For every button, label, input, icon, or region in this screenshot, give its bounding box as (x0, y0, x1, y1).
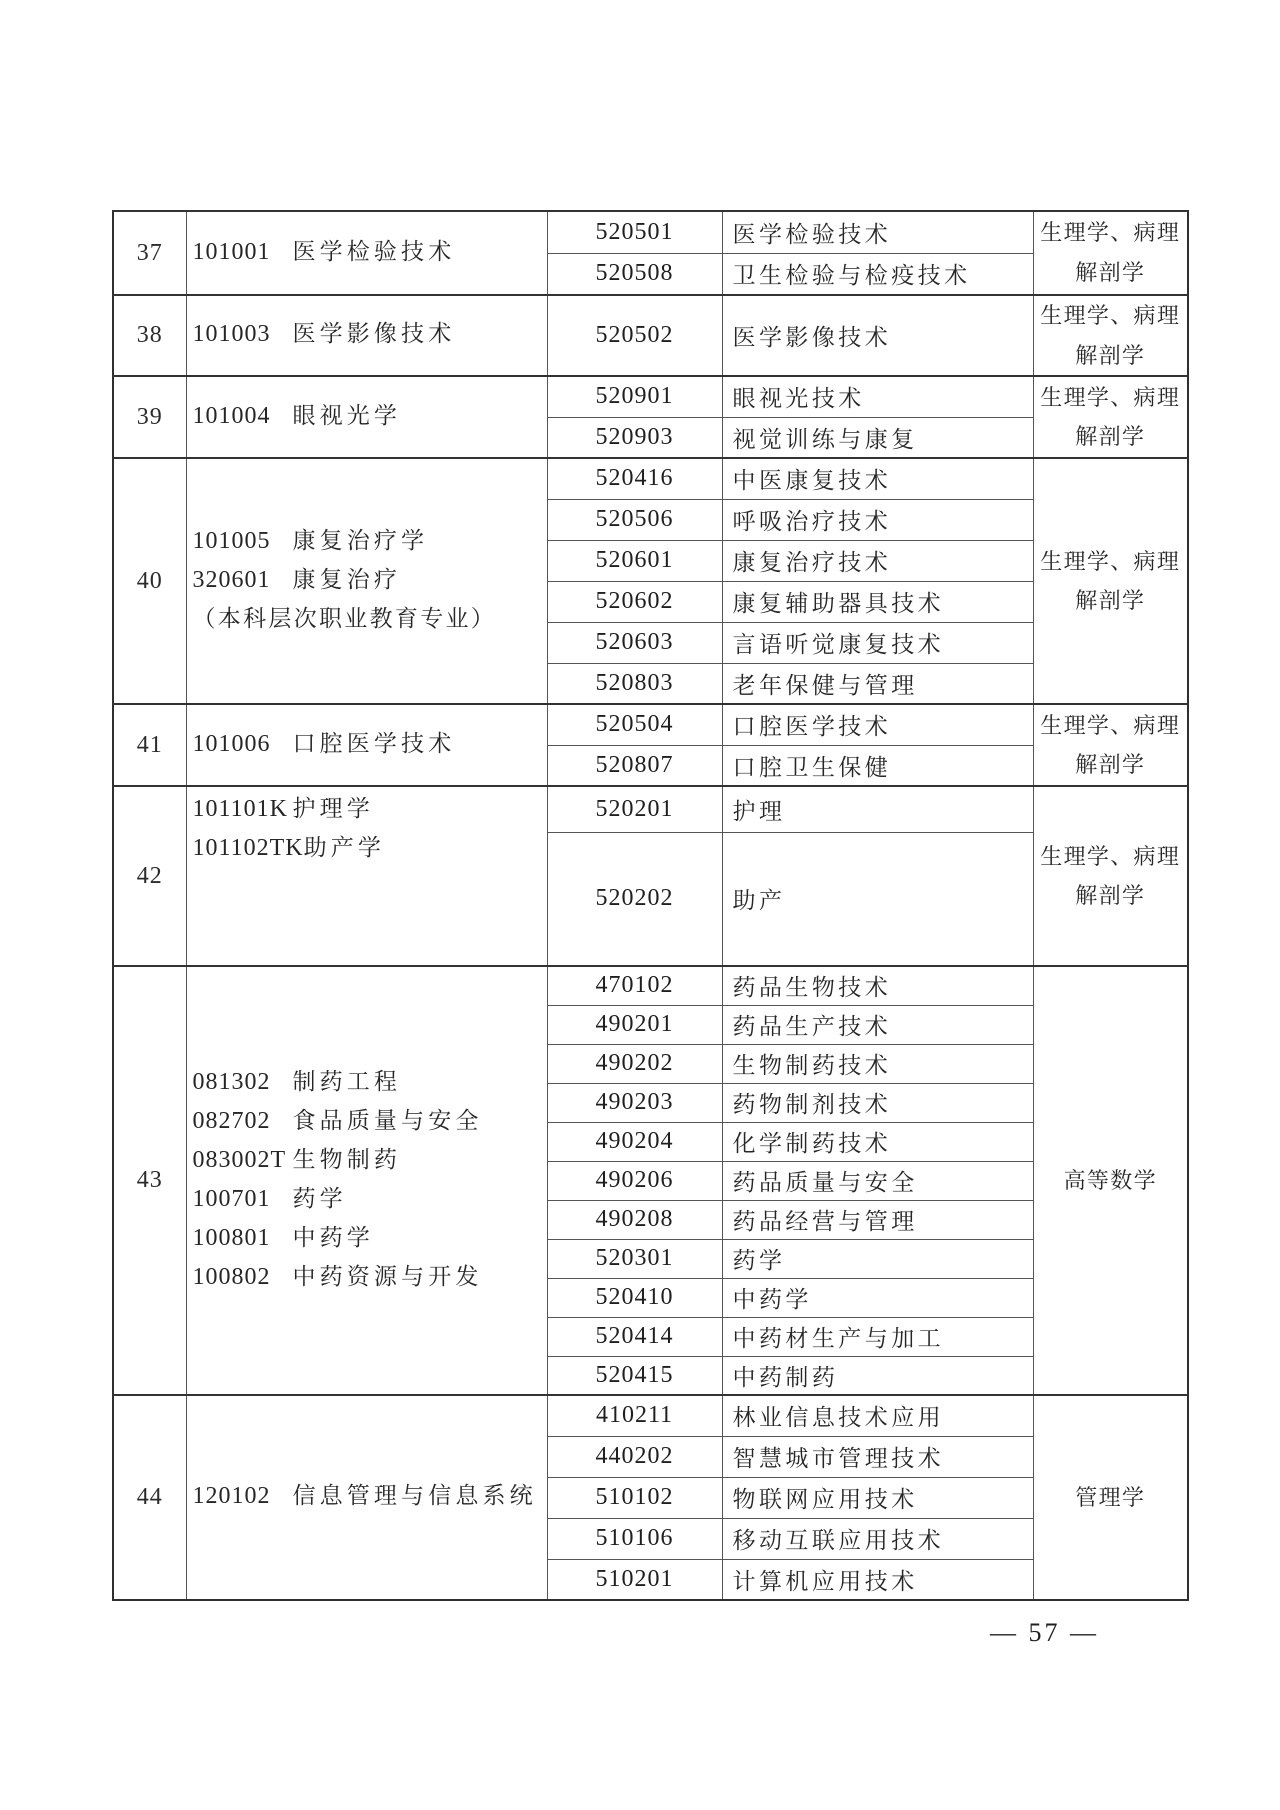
major-code: 100802 (192, 1263, 271, 1290)
specialty-name-cell: 言语听觉康复技术 (722, 622, 1033, 663)
specialty-code-cell: 490204 (547, 1122, 722, 1161)
specialty-name-cell: 中药学 (722, 1278, 1033, 1317)
specialty-code-cell: 440202 (547, 1436, 722, 1477)
specialty-code-cell: 520807 (547, 745, 722, 786)
specialty-name-cell: 移动互联应用技术 (722, 1518, 1033, 1559)
major-line (193, 601, 545, 640)
specialty-code-cell: 520901 (547, 376, 722, 417)
specialty-code-cell: 490206 (547, 1161, 722, 1200)
major-line (193, 234, 545, 273)
specialty-name-cell: 康复治疗技术 (722, 540, 1033, 581)
major-name: 医学影像技术 (292, 321, 456, 347)
major-code: 081302 (192, 1068, 271, 1095)
major-line (193, 791, 545, 830)
specialty-name-cell: 中医康复技术 (722, 458, 1033, 499)
specialty-code-cell: 520414 (547, 1317, 722, 1356)
major-line (193, 398, 545, 437)
specialty-code-cell: 520502 (547, 295, 722, 376)
major-line (193, 1103, 545, 1142)
major-cell (186, 966, 547, 1395)
exam-subject-cell: 生理学、病理解剖学 (1033, 458, 1188, 704)
major-code: 100701 (192, 1185, 271, 1212)
major-cell (186, 786, 547, 966)
specialty-code-cell: 520506 (547, 499, 722, 540)
major-cell (186, 211, 547, 295)
table-row (113, 211, 1188, 253)
specialty-code-cell: 520602 (547, 581, 722, 622)
exam-subject-cell: 管理学 (1033, 1395, 1188, 1600)
major-name: 口腔医学技术 (292, 730, 456, 756)
majors-table (112, 210, 1189, 1601)
major-code: 101005 (192, 527, 271, 554)
major-code: 101101K (192, 796, 288, 823)
major-code: 101004 (192, 402, 271, 429)
specialty-name-cell: 生物制药技术 (722, 1044, 1033, 1083)
specialty-name-cell: 智慧城市管理技术 (722, 1436, 1033, 1477)
major-line (193, 316, 545, 355)
specialty-name-cell: 中药制药 (722, 1356, 1033, 1395)
major-code: 083002T (192, 1146, 287, 1173)
specialty-name-cell: 林业信息技术应用 (722, 1395, 1033, 1436)
major-code: 101102TK (192, 835, 304, 862)
table-row (113, 376, 1188, 417)
seq-cell: 38 (113, 295, 186, 376)
specialty-name-cell: 护理 (722, 786, 1033, 832)
specialty-code-cell: 520202 (547, 832, 722, 966)
major-cell (186, 1395, 547, 1600)
exam-subject-cell: 生理学、病理解剖学 (1033, 376, 1188, 458)
specialty-code-cell: 410211 (547, 1395, 722, 1436)
specialty-code-cell: 520501 (547, 211, 722, 253)
specialty-code-cell: 520415 (547, 1356, 722, 1395)
exam-subject-cell: 生理学、病理解剖学 (1033, 704, 1188, 786)
specialty-name-cell: 口腔医学技术 (722, 704, 1033, 745)
seq-cell: 42 (113, 786, 186, 966)
specialty-name-cell: 中药材生产与加工 (722, 1317, 1033, 1356)
exam-subject-cell: 生理学、病理解剖学 (1033, 295, 1188, 376)
specialty-code-cell: 520601 (547, 540, 722, 581)
major-code: 101001 (192, 238, 271, 265)
major-cell (186, 295, 547, 376)
majors-table-body (113, 211, 1188, 1600)
major-line (193, 1478, 545, 1517)
specialty-code-cell: 520903 (547, 417, 722, 458)
major-line (193, 1259, 545, 1298)
major-name: 助产学 (303, 835, 386, 861)
specialty-code-cell: 510201 (547, 1559, 722, 1600)
major-line (193, 830, 545, 869)
specialty-name-cell: 康复辅助器具技术 (722, 581, 1033, 622)
specialty-code-cell: 490201 (547, 1005, 722, 1044)
specialty-name-cell: 药品质量与安全 (722, 1161, 1033, 1200)
specialty-name-cell: 眼视光技术 (722, 376, 1033, 417)
seq-cell: 39 (113, 376, 186, 458)
specialty-name-cell: 医学影像技术 (722, 295, 1033, 376)
major-code: 082702 (192, 1107, 271, 1134)
major-line (193, 562, 545, 601)
major-name: 康复治疗 (292, 566, 402, 592)
major-code: 320601 (192, 566, 271, 593)
specialty-name-cell: 化学制药技术 (722, 1122, 1033, 1161)
major-name: 眼视光学 (292, 402, 402, 428)
major-code: 101003 (192, 321, 271, 348)
specialty-name-cell: 计算机应用技术 (722, 1559, 1033, 1600)
specialty-code-cell: 510106 (547, 1518, 722, 1559)
specialty-code-cell: 520410 (547, 1278, 722, 1317)
specialty-code-cell: 470102 (547, 966, 722, 1005)
major-name: 制药工程 (292, 1068, 402, 1094)
major-name: 康复治疗学 (292, 527, 429, 553)
exam-subject-cell: 生理学、病理解剖学 (1033, 211, 1188, 295)
seq-cell: 44 (113, 1395, 186, 1600)
specialty-name-cell: 物联网应用技术 (722, 1477, 1033, 1518)
specialty-code-cell: 520201 (547, 786, 722, 832)
major-line (193, 1220, 545, 1259)
specialty-code-cell: 520416 (547, 458, 722, 499)
specialty-name-cell: 医学检验技术 (722, 211, 1033, 253)
major-line (193, 523, 545, 562)
seq-cell: 41 (113, 704, 186, 786)
table-row (113, 295, 1188, 376)
major-line (193, 1064, 545, 1103)
table-row (113, 704, 1188, 745)
seq-cell: 37 (113, 211, 186, 295)
specialty-name-cell: 老年保健与管理 (722, 663, 1033, 704)
specialty-code-cell: 520803 (547, 663, 722, 704)
major-line (193, 1142, 545, 1181)
major-code: 101006 (192, 730, 271, 757)
table-row (113, 458, 1188, 499)
page-number: — 57 — (990, 1618, 1099, 1647)
major-line (193, 726, 545, 765)
major-name: 食品质量与安全 (292, 1107, 483, 1133)
major-name: 中药资源与开发 (292, 1263, 483, 1289)
specialty-code-cell: 510102 (547, 1477, 722, 1518)
specialty-code-cell: 520301 (547, 1239, 722, 1278)
exam-subject-cell: 高等数学 (1033, 966, 1188, 1395)
specialty-name-cell: 口腔卫生保健 (722, 745, 1033, 786)
specialty-name-cell: 药品生物技术 (722, 966, 1033, 1005)
specialty-code-cell: 520504 (547, 704, 722, 745)
specialty-name-cell: 卫生检验与检疫技术 (722, 253, 1033, 295)
specialty-code-cell: 520603 (547, 622, 722, 663)
major-code: 100801 (192, 1224, 271, 1251)
table-row (113, 966, 1188, 1005)
specialty-name-cell: 助产 (722, 832, 1033, 966)
specialty-name-cell: 药物制剂技术 (722, 1083, 1033, 1122)
major-cell (186, 458, 547, 704)
specialty-code-cell: 490202 (547, 1044, 722, 1083)
major-code: 120102 (192, 1483, 271, 1510)
major-name: 药学 (292, 1185, 347, 1211)
specialty-code-cell: 490203 (547, 1083, 722, 1122)
major-line (193, 1181, 545, 1220)
specialty-code-cell: 520508 (547, 253, 722, 295)
specialty-name-cell: 视觉训练与康复 (722, 417, 1033, 458)
specialty-name-cell: 药品生产技术 (722, 1005, 1033, 1044)
seq-cell: 40 (113, 458, 186, 704)
seq-cell: 43 (113, 966, 186, 1395)
exam-subject-cell: 生理学、病理解剖学 (1033, 786, 1188, 966)
specialty-code-cell: 490208 (547, 1200, 722, 1239)
specialty-name-cell: 药品经营与管理 (722, 1200, 1033, 1239)
specialty-name-cell: 药学 (722, 1239, 1033, 1278)
major-cell (186, 704, 547, 786)
major-name: （本科层次职业教育专业） (192, 605, 497, 631)
major-name: 信息管理与信息系统 (292, 1483, 537, 1509)
major-name: 护理学 (292, 796, 374, 822)
major-name: 中药学 (292, 1224, 374, 1250)
major-name: 生物制药 (292, 1146, 402, 1172)
major-cell (186, 376, 547, 458)
specialty-name-cell: 呼吸治疗技术 (722, 499, 1033, 540)
major-name: 医学检验技术 (292, 238, 456, 264)
table-row (113, 1395, 1188, 1436)
table-row (113, 786, 1188, 832)
